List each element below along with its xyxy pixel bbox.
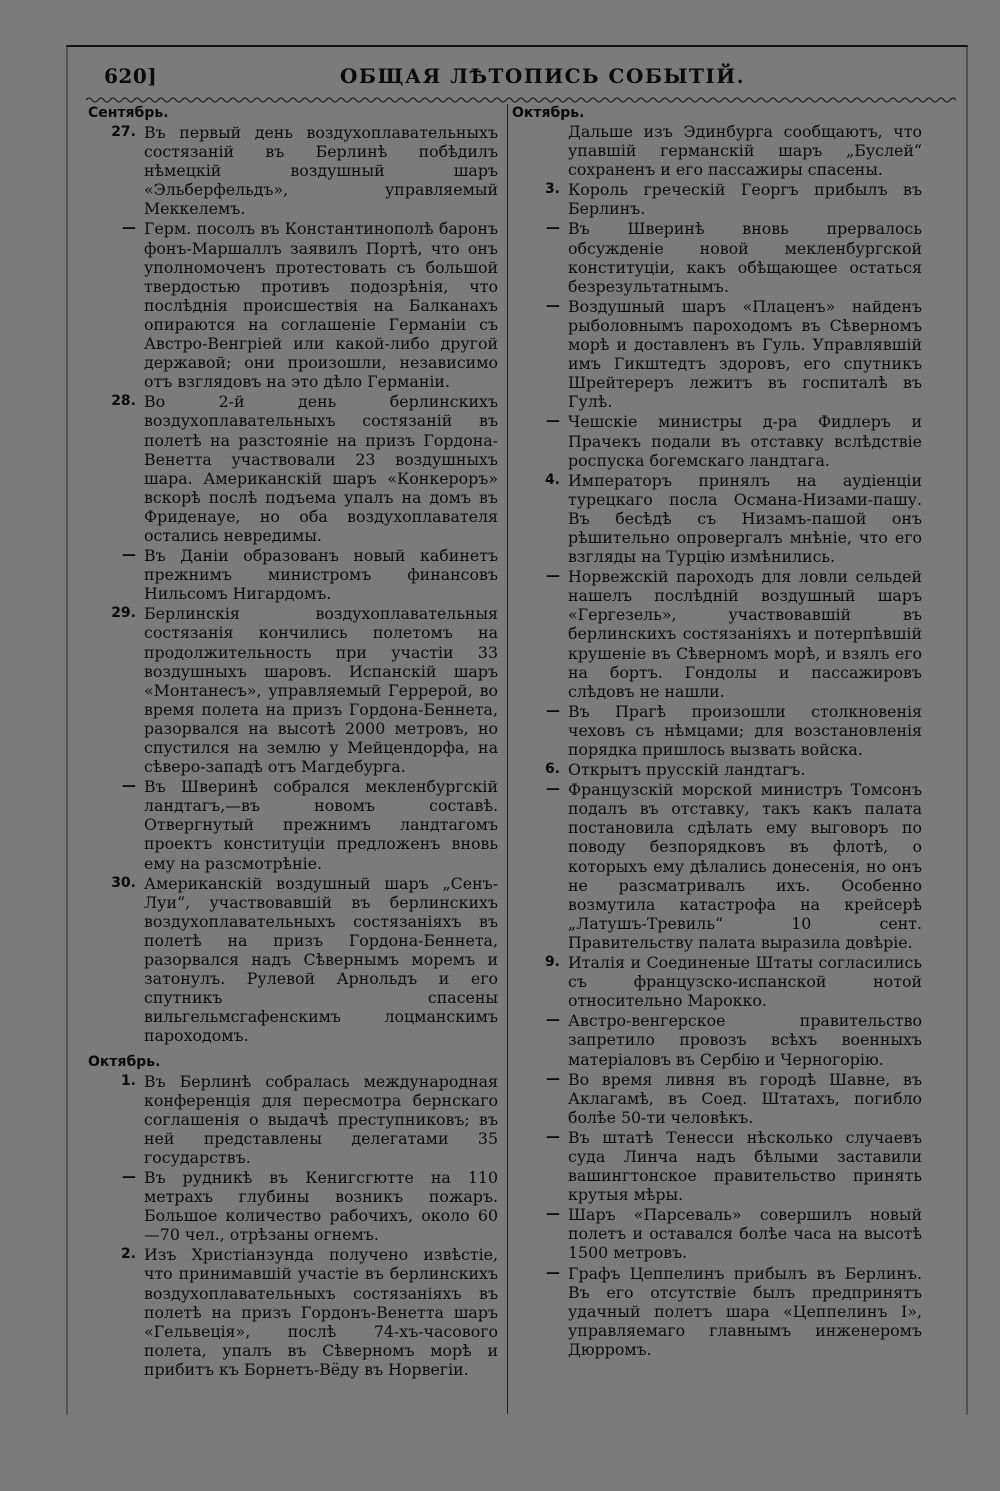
chronicle-entry <box>88 874 498 1046</box>
chronicle-entry <box>512 1205 922 1262</box>
month-heading: Сентябрь. <box>88 105 169 121</box>
entry-date-marker: — <box>546 1264 560 1281</box>
entry-text: Во время ливня въ городѣ Шавне, въ Аклагамѣ, въ Соед. Штатахъ, погибло болѣе 50-ти человѣкъ. <box>568 1069 922 1127</box>
chronicle-entry <box>88 777 498 872</box>
chronicle-entry <box>88 1245 498 1379</box>
chronicle-entry <box>512 1264 922 1359</box>
chronicle-entry <box>88 1168 498 1244</box>
entry-text: Въ Прагѣ произошли столкновенія чеховъ съ нѣмцами; для возстановленія порядка пришлось вызвать войска. <box>568 701 922 759</box>
chronicle-entry <box>512 219 922 295</box>
entry-date-marker: — <box>122 778 136 795</box>
chronicle-entry <box>88 546 498 603</box>
entry-date-marker: — <box>546 413 560 430</box>
entry-text: Берлинскія воздухоплавательныя состязанія кончились полетомъ на продолжительность при участіи 33 воздушныхъ шаровъ. Испанскій шаръ «Монтанесъ», управляемый Геррерой, во время полета на призъ Гордона-Беннета, разорвался на высотѣ 2000 метровъ, но спустился на землю у Мейцендорфа, на сѣверо-западѣ отъ Магдебурга. <box>144 604 498 777</box>
frame-left-line <box>66 45 68 1415</box>
chronicle-entry <box>512 953 922 1010</box>
entry-date-marker: — <box>546 1070 560 1087</box>
entry-text: Открытъ прусскій ландтагъ. <box>568 760 806 780</box>
entry-date-marker: — <box>546 220 560 237</box>
entry-text: Изъ Христіанзунда получено извѣстіе, что принимавшій участіе въ берлинскихъ воздухоплавательныхъ состязаніяхъ въ полетѣ на призъ Гордонъ-Венетта шаръ «Гельвеція», послѣ 74-хъ-часового полета, упалъ въ Сѣверномъ морѣ и прибитъ къ Борнетъ-Вёду въ Норвегіи. <box>144 1245 498 1379</box>
chronicle-entry <box>88 604 498 776</box>
chronicle-entry <box>512 122 922 179</box>
chronicle-entry <box>88 1072 498 1167</box>
entry-date-marker: 3. <box>544 181 560 198</box>
chronicle-entry <box>512 702 922 759</box>
right-column <box>512 104 922 1360</box>
entry-date-marker: — <box>122 220 136 237</box>
entry-date-marker: — <box>546 702 560 719</box>
left-column <box>88 104 498 1380</box>
month-heading: Октябрь. <box>88 1053 161 1070</box>
chronicle-entry <box>88 123 498 218</box>
page-number: 620] <box>104 64 158 88</box>
entry-text: Король греческій Георгъ прибылъ въ Берлинъ. <box>568 180 922 219</box>
entry-date-marker: 6. <box>544 761 560 778</box>
entry-text: Шаръ «Парсеваль» совершилъ новый полетъ и оставался болѣе часа на высотѣ 1500 метровъ. <box>568 1205 922 1263</box>
entry-date-marker: — <box>546 1206 560 1223</box>
entry-text: Норвежскій пароходъ для ловли сельдей нашелъ послѣдній воздушный шаръ «Гергезель», участвовавшій въ берлинскихъ состязаніяхъ и потерпѣвшій крушеніе въ Сѣверномъ морѣ, и взялъ его на бортъ. Гондолы и пассажировъ слѣдовъ не нашли. <box>568 567 922 701</box>
entry-date-marker: — <box>546 568 560 585</box>
entry-text: Герм. посолъ въ Константинополѣ баронъ фонъ-Маршаллъ заявилъ Портѣ, что онъ уполномоченъ протестовать съ большой твердостью противъ подозрѣнія, что послѣднія происшествія на Балканахъ опираются на соглашеніе Германіи съ Австро-Венгріей или какой-либо другой державой; они произошли, независимо отъ взглядовъ на это дѣло Германіи. <box>144 219 498 392</box>
chronicle-entry <box>512 567 922 701</box>
chronicle-entry <box>512 412 922 469</box>
month-heading: Октябрь. <box>512 105 585 121</box>
entry-text: Французскій морской министръ Томсонъ подалъ въ отставку, такъ какъ палата постановила сдѣлать ему выговоръ по поводу безпорядковъ въ флотѣ, о которыхъ ему дѣлались донесенія, но онъ не разсматривалъ ихъ. Особенно возмутила катастрофа на крейсерѣ „Латушъ-Тревиль“ 10 сент. Правительству палата выразила довѣріе. <box>568 780 922 952</box>
entry-text: Графъ Цеппелинъ прибылъ въ Берлинъ. Въ его отсутствіе былъ предпринятъ удачный полетъ шара «Цеппелинъ I», управляемаго главнымъ инженеромъ Дюрромъ. <box>568 1263 922 1359</box>
chronicle-entry <box>512 180 922 218</box>
entry-date-marker: — <box>546 1128 560 1145</box>
chronicle-entry <box>512 780 922 952</box>
entry-date-marker: — <box>546 1012 560 1029</box>
entry-text: Австро-венгерское правительство запретило провозъ всѣхъ военныхъ матеріаловъ въ Сербію и Черногорію. <box>568 1011 922 1069</box>
entry-date-marker: — <box>122 547 136 564</box>
entry-text: Чешскіе министры д-ра Фидлеръ и Прачекъ подали въ отставку вслѣдствіе роспуска богемскаго ландтага. <box>568 412 922 470</box>
chronicle-entry <box>512 297 922 412</box>
chronicle-entry <box>88 219 498 391</box>
entry-date-marker: 28. <box>111 393 136 410</box>
entry-text: Въ первый день воздухоплавательныхъ состязаній въ Берлинѣ побѣдилъ нѣмецкій воздушный шаръ «Эльберфельдъ», управляемый Меккелемъ. <box>144 123 498 219</box>
entry-text: Въ Берлинѣ собралась международная конференція для пересмотра бернскаго соглашенія о выдачѣ преступниковъ; въ ней представлены делегатами 35 государствъ. <box>144 1071 498 1167</box>
chronicle-entry <box>88 392 498 545</box>
entry-text: Въ штатѣ Тенесси нѣсколько случаевъ суда Линча надъ бѣлыми заставили вашингтонское правительство принять крутыя мѣры. <box>568 1127 922 1205</box>
column-divider <box>507 104 508 1414</box>
chronicle-entry <box>512 1128 922 1204</box>
entry-date-marker: 27. <box>111 124 136 140</box>
chronicle-entry <box>512 1011 922 1068</box>
entry-text: Въ Даніи образованъ новый кабинетъ прежнимъ министромъ финансовъ Нильсомъ Нигардомъ. <box>144 546 498 604</box>
top-rule <box>66 45 968 47</box>
entry-text: Италія и Соединеные Штаты согласились съ французско-испанской нотой относительно Марокко. <box>568 953 922 1011</box>
entry-date-marker: — <box>122 1168 136 1185</box>
entry-text: Во 2-й день берлинскихъ воздухоплавательныхъ состязаній въ полетѣ на разстояніе на призъ Гордона-Венетта участвовали 23 воздушныхъ шара. Американскій шаръ «Конкероръ» вскорѣ послѣ подъема упалъ на домъ въ Фриденауе, но оба воздухоплавателя остались невредимы. <box>144 392 498 545</box>
entry-date-marker: 29. <box>111 605 136 622</box>
frame-right-line <box>966 45 968 1415</box>
entry-text: Императоръ принялъ на аудіенціи турецкаго посла Османа-Низами-пашу. Въ бесѣдѣ съ Низамъ-пашой онъ рѣшительно опровергалъ мнѣніе, что его взгляды на Турцію измѣнились. <box>568 470 922 567</box>
entry-date-marker: 9. <box>544 954 560 971</box>
entry-text: Въ рудникѣ въ Кенигсгютте на 110 метрахъ глубины возникъ пожаръ. Большое количество рабочихъ, около 60—70 чел., отрѣзаны огнемъ. <box>144 1167 498 1245</box>
chronicle-entry <box>512 760 922 779</box>
entry-text: Дальше изъ Эдинбурга сообщаютъ, что упавшій германскій шаръ „Буслей“ сохраненъ и его пассажиры спасены. <box>568 122 922 180</box>
entry-text: Американскій воздушный шаръ „Сенъ-Луи“, участвовавшій въ берлинскихъ воздухоплавательныхъ состязаніяхъ въ полетѣ на призъ Гордона-Беннета, разорвался надъ Сѣвернымъ моремъ и затонулъ. Рулевой Арнольдъ и его спутникъ спасены вильгельмсгафенскимъ лоцманскимъ пароходомъ. <box>144 873 498 1046</box>
chronicle-entry <box>512 471 922 566</box>
entry-text: Воздушный шаръ «Плаценъ» найденъ рыболовнымъ пароходомъ въ Сѣверномъ морѣ и доставленъ въ Гуль. Управлявшій имъ Гикштедтъ здоровъ, его спутникъ Шрейтереръ лежитъ въ госпиталѣ въ Гулѣ. <box>568 296 922 412</box>
entry-date-marker: 30. <box>111 874 136 891</box>
entry-text: Въ Шверинѣ вновь прервалось обсужденіе новой мекленбургской конституціи, какъ обѣщающее остаться безрезультатнымъ. <box>568 219 922 296</box>
entry-date-marker: — <box>546 297 560 314</box>
entry-date-marker: 1. <box>120 1072 136 1089</box>
entry-date-marker: 2. <box>120 1246 136 1263</box>
entry-text: Въ Шверинѣ собрался мекленбургскій ландтагъ,—въ новомъ составѣ. Отвергнутый прежнимъ ландтагомъ проектъ конституціи предложенъ вновь ему на разсмотрѣніе. <box>144 777 498 873</box>
entry-date-marker: 4. <box>544 471 560 488</box>
chronicle-entry <box>512 1070 922 1127</box>
running-title: ОБЩАЯ ЛѢТОПИСЬ СОБЫТІЙ. <box>340 64 746 88</box>
entry-date-marker: — <box>546 781 560 798</box>
